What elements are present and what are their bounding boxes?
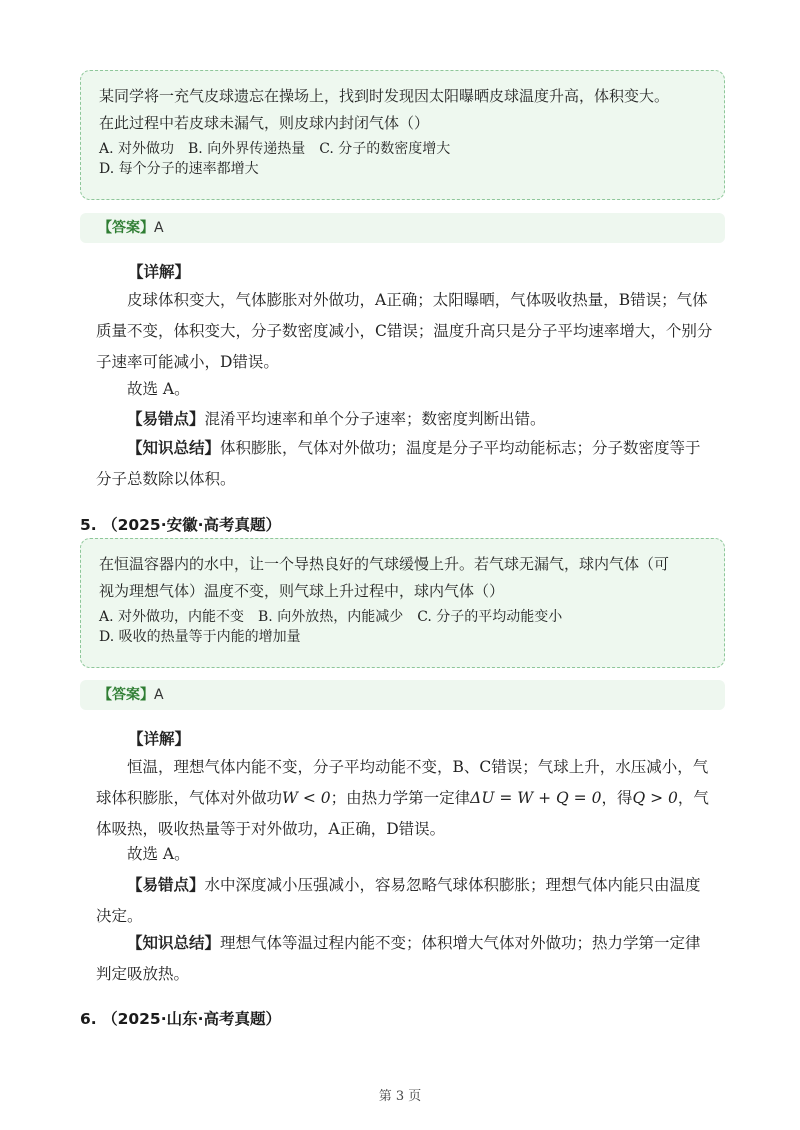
- question-5-answer-bar: [80, 680, 725, 710]
- question-5-options: [99, 607, 708, 647]
- answer-label: 【答案】: [98, 220, 154, 236]
- question-5-stem-line-2: 视为理想气体）温度不变，则气球上升过程中，球内气体（）: [99, 582, 505, 600]
- question-4-options-line-1: A. 对外做功 B. 向外界传递热量 C. 分子的数密度增大: [99, 141, 451, 157]
- detail-heading: 【详解】: [128, 730, 191, 748]
- summary-label: 【知识总结】: [127, 439, 221, 457]
- math-first-law: ΔU = W + Q = 0: [470, 789, 602, 807]
- question-4-error-point: [96, 404, 716, 435]
- question-4-detail: 皮球体积变大，气体膨胀对外做功，A正确；太阳曝晒，气体吸收热量，B错误；气体质量不变，体积变大，分子数密度减小，C错误；温度升高只是分子平均速率增大，个别分子速率可能减小，D错误。: [96, 291, 713, 371]
- question-4-options-line-2: D. 每个分子的速率都增大: [99, 161, 259, 177]
- error-point-label: 【易错点】: [127, 410, 205, 428]
- summary-label: 【知识总结】: [127, 934, 221, 952]
- detail-text-part-1: 恒温，理想气体内能不变，分子平均动能不变，B、C错误；气球上升，水压减小，气球体积膨胀，气体对外做功: [96, 758, 709, 807]
- question-5-detail: [96, 752, 716, 845]
- question-5-summary: [96, 928, 716, 990]
- math-q: Q > 0: [632, 789, 678, 807]
- answer-value: A: [154, 687, 164, 703]
- math-w: W < 0: [282, 789, 331, 807]
- question-5-stem-line-1: 在恒温容器内的水中，让一个导热良好的气球缓慢上升。若气球无漏气，球内气体（可: [99, 555, 670, 573]
- question-4-box: [80, 70, 725, 200]
- question-5-choose: 故选 A。: [127, 845, 190, 863]
- question-4-summary: [96, 433, 716, 495]
- question-4-options: [99, 139, 708, 179]
- question-5-options-line-1: A. 对外做功，内能不变 B. 向外放热，内能减少 C. 分子的平均动能变小: [99, 609, 563, 625]
- detail-text-part-4: ，气体吸热，吸收热量等于对外做功，A正确，D错误。: [96, 789, 709, 838]
- detail-text-part-2: ；由热力学第一定律: [330, 789, 471, 807]
- question-5-title: 5. （2025·安徽·高考真题）: [80, 516, 281, 534]
- error-point-text: 混淆平均速率和单个分子速率；数密度判断出错。: [204, 410, 546, 428]
- question-5-options-line-2: D. 吸收的热量等于内能的增加量: [99, 629, 301, 645]
- error-point-label: 【易错点】: [127, 876, 205, 894]
- error-point-text: 水中深度减小压强减小，容易忽略气球体积膨胀；理想气体内能只由温度决定。: [96, 876, 701, 925]
- question-4-stem-line-2: 在此过程中若皮球未漏气，则皮球内封闭气体（）: [99, 114, 430, 132]
- answer-value: A: [154, 220, 164, 236]
- detail-heading: 【详解】: [128, 263, 191, 281]
- question-4-answer-bar: [80, 213, 725, 243]
- question-5-error-point: [96, 870, 716, 932]
- question-4-choose: 故选 A。: [127, 380, 190, 398]
- page-number: 第 3 页: [378, 1089, 422, 1104]
- question-6-title: 6. （2025·山东·高考真题）: [80, 1010, 281, 1028]
- answer-label: 【答案】: [98, 687, 154, 703]
- question-4-stem: [99, 83, 708, 137]
- summary-text: 体积膨胀，气体对外做功；温度是分子平均动能标志；分子数密度等于分子总数除以体积。: [96, 439, 701, 488]
- question-5-box: [80, 538, 725, 668]
- question-5-stem: [99, 551, 708, 605]
- summary-text: 理想气体等温过程内能不变；体积增大气体对外做功；热力学第一定律判定吸放热。: [96, 934, 701, 983]
- detail-text-part-3: ，得: [601, 789, 633, 807]
- question-4-stem-line-1: 某同学将一充气皮球遗忘在操场上，找到时发现因太阳曝晒皮球温度升高，体积变大。: [99, 87, 670, 105]
